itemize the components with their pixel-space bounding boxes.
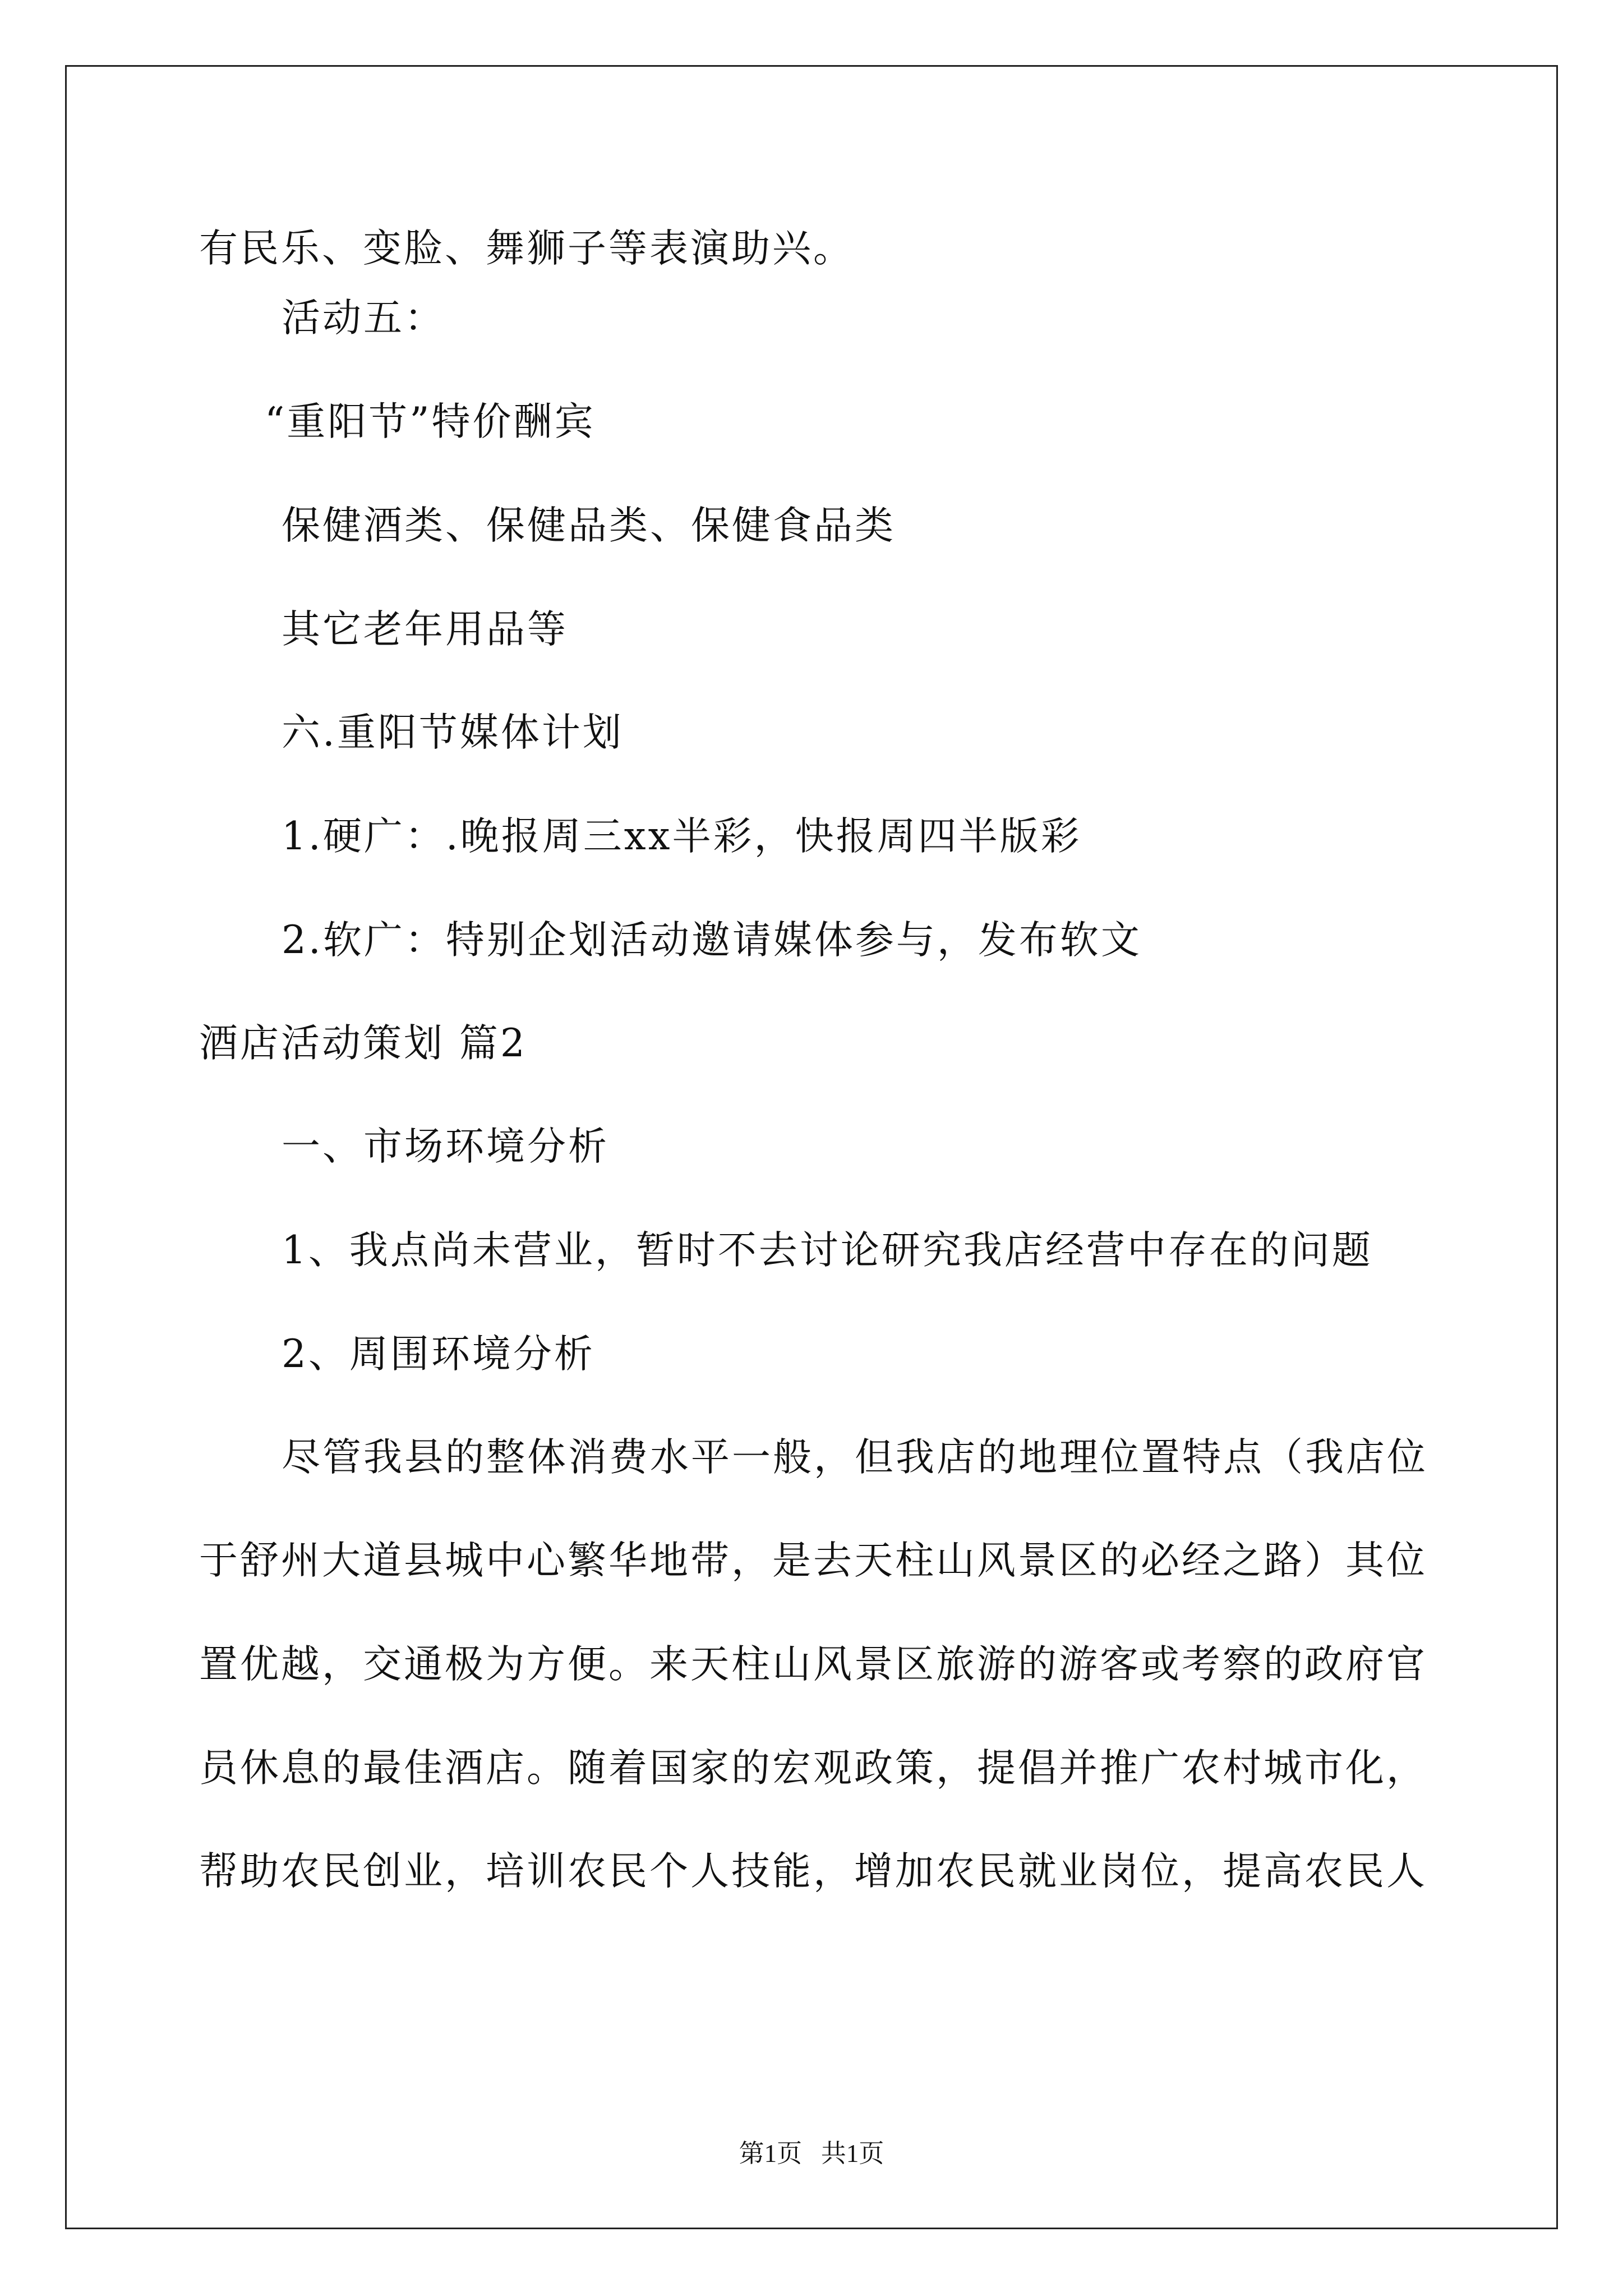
text-line-11: 1、我点尚未营业，暂时不去讨论研究我店经营中存在的问题 xyxy=(282,1228,1373,1273)
text-line-10: 一、市场环境分析 xyxy=(282,1124,609,1169)
text-line-2: 活动五： xyxy=(282,296,445,341)
text-line-13: 尽管我县的整体消费水平一般，但我店的地理位置特点（我店位 xyxy=(282,1435,1428,1480)
text-line-15: 置优越，交通极为方便。来天柱山风景区旅游的游客或考察的政府官 xyxy=(199,1642,1427,1687)
text-line-17: 帮助农民创业，培训农民个人技能，增加农民就业岗位，提高农民人 xyxy=(199,1849,1427,1894)
text-line-6: 六.重阳节媒体计划 xyxy=(282,710,624,755)
section-heading: 酒店活动策划 篇2 xyxy=(199,1021,527,1066)
text-line-8: 2.软广：特别企划活动邀请媒体参与，发布软文 xyxy=(282,918,1142,963)
text-line-7: 1.硬广：.晚报周三xx半彩，快报周四半版彩 xyxy=(282,814,1082,859)
text-line-5: 其它老年用品等 xyxy=(282,607,568,652)
text-line-12: 2、周围环境分析 xyxy=(282,1332,595,1377)
text-line-4: 保健酒类、保健品类、保健食品类 xyxy=(282,503,896,548)
text-line-1: 有民乐、变脸、舞狮子等表演助兴。 xyxy=(199,226,854,271)
text-line-3: “重阳节”特价酬宾 xyxy=(265,399,596,444)
page-number-footer: 第1页 共1页 xyxy=(739,2139,884,2168)
text-line-14: 于舒州大道县城中心繁华地带，是去天柱山风景区的必经之路）其位 xyxy=(199,1538,1427,1583)
text-line-16: 员休息的最佳酒店。随着国家的宏观政策，提倡并推广农村城市化， xyxy=(199,1746,1427,1791)
